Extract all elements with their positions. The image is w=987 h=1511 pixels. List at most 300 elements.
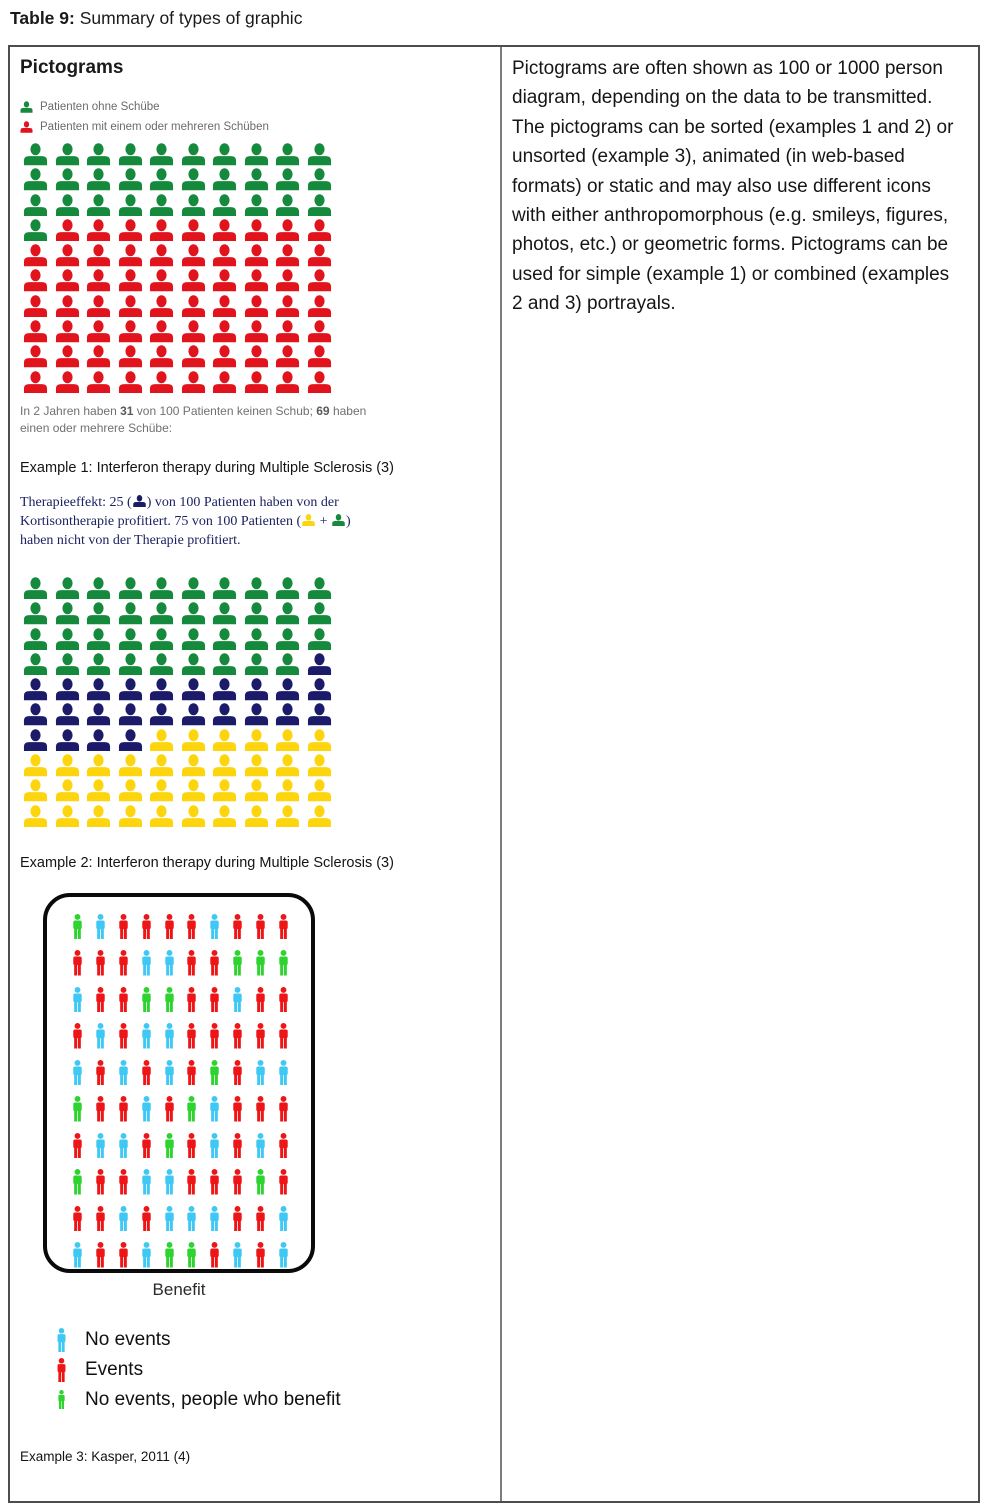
person-icon bbox=[203, 987, 226, 1024]
person-icon bbox=[86, 219, 118, 244]
person-icon bbox=[181, 729, 213, 754]
person-icon bbox=[307, 602, 339, 627]
person-icon bbox=[181, 219, 213, 244]
person-icon bbox=[181, 168, 213, 193]
description-cell bbox=[502, 47, 978, 1501]
pictogram-grid-2 bbox=[20, 577, 490, 830]
person-icon bbox=[244, 703, 276, 728]
person-icon bbox=[89, 950, 112, 987]
person-icon bbox=[149, 779, 181, 804]
person-icon bbox=[149, 577, 181, 602]
person-icon bbox=[158, 1023, 181, 1060]
pictogram-row bbox=[23, 269, 490, 294]
person-icon bbox=[23, 194, 55, 219]
person-icon bbox=[212, 219, 244, 244]
legend-item bbox=[50, 1325, 490, 1355]
person-icon bbox=[135, 987, 158, 1024]
person-icon bbox=[86, 345, 118, 370]
person-icon bbox=[275, 295, 307, 320]
person-icon bbox=[181, 779, 213, 804]
pictogram-row bbox=[23, 754, 490, 779]
person-icon bbox=[112, 1096, 135, 1133]
person-icon bbox=[55, 703, 87, 728]
person-icon bbox=[180, 1023, 203, 1060]
person-icon bbox=[249, 1169, 272, 1206]
person-icon bbox=[181, 320, 213, 345]
person-icon bbox=[212, 703, 244, 728]
person-icon bbox=[89, 1023, 112, 1060]
pictograms-heading: Pictograms bbox=[20, 57, 124, 78]
person-icon bbox=[244, 219, 276, 244]
person-icon bbox=[249, 987, 272, 1024]
person-icon bbox=[118, 371, 150, 396]
person-icon bbox=[212, 805, 244, 830]
person-icon bbox=[307, 194, 339, 219]
caption-text: In 2 Jahren haben bbox=[20, 403, 121, 418]
person-icon bbox=[23, 295, 55, 320]
person-icon bbox=[244, 729, 276, 754]
person-icon bbox=[181, 628, 213, 653]
person-icon bbox=[180, 950, 203, 987]
person-icon bbox=[226, 1133, 249, 1170]
person-icon bbox=[275, 754, 307, 779]
person-icon bbox=[89, 1206, 112, 1243]
person-icon bbox=[89, 1060, 112, 1097]
person-icon bbox=[86, 143, 118, 168]
person-icon bbox=[158, 1060, 181, 1097]
person-standing-icon bbox=[50, 1390, 72, 1409]
legend-item bbox=[20, 97, 490, 117]
person-icon bbox=[66, 1096, 89, 1133]
pictogram-row bbox=[23, 345, 490, 370]
person-icon bbox=[226, 950, 249, 987]
pictogram-grid-3 bbox=[66, 914, 311, 1273]
legend-label: No events bbox=[85, 1328, 171, 1350]
person-bust-icon bbox=[132, 495, 147, 513]
person-icon bbox=[23, 754, 55, 779]
person-icon bbox=[181, 805, 213, 830]
person-icon bbox=[307, 371, 339, 396]
person-icon bbox=[181, 703, 213, 728]
person-icon bbox=[249, 1242, 272, 1273]
person-icon bbox=[112, 1242, 135, 1273]
person-standing-icon bbox=[50, 1328, 72, 1352]
person-icon bbox=[244, 779, 276, 804]
person-icon bbox=[307, 628, 339, 653]
caption-text: haben bbox=[329, 403, 367, 418]
person-icon bbox=[212, 577, 244, 602]
person-icon bbox=[203, 1060, 226, 1097]
person-icon bbox=[135, 1169, 158, 1206]
person-icon bbox=[23, 345, 55, 370]
person-icon bbox=[212, 244, 244, 269]
pictogram-row bbox=[23, 295, 490, 320]
person-icon bbox=[118, 678, 150, 703]
person-icon bbox=[23, 602, 55, 627]
person-icon bbox=[275, 703, 307, 728]
person-icon bbox=[55, 320, 87, 345]
person-icon bbox=[135, 1060, 158, 1097]
person-bust-icon bbox=[20, 121, 33, 133]
person-icon bbox=[55, 269, 87, 294]
person-icon bbox=[226, 1242, 249, 1273]
person-icon bbox=[55, 219, 87, 244]
person-icon bbox=[244, 295, 276, 320]
person-icon bbox=[66, 950, 89, 987]
person-icon bbox=[212, 269, 244, 294]
person-icon bbox=[89, 1242, 112, 1273]
pictogram1-caption bbox=[20, 403, 490, 437]
person-icon bbox=[86, 194, 118, 219]
person-icon bbox=[112, 1060, 135, 1097]
person-icon bbox=[89, 1133, 112, 1170]
person-icon bbox=[55, 371, 87, 396]
person-icon bbox=[135, 1096, 158, 1133]
person-icon bbox=[86, 320, 118, 345]
person-icon bbox=[66, 1206, 89, 1243]
person-icon bbox=[212, 371, 244, 396]
pictogram-row bbox=[66, 987, 311, 1024]
pictogram-row bbox=[23, 653, 490, 678]
person-icon bbox=[118, 628, 150, 653]
person-icon bbox=[23, 143, 55, 168]
person-icon bbox=[275, 168, 307, 193]
person-icon bbox=[118, 703, 150, 728]
person-icon bbox=[135, 914, 158, 951]
person-icon bbox=[158, 1206, 181, 1243]
person-icon bbox=[275, 269, 307, 294]
person-icon bbox=[158, 1169, 181, 1206]
person-icon bbox=[212, 779, 244, 804]
pictogram-row bbox=[66, 1133, 311, 1170]
example3-caption: Example 3: Kasper, 2011 (4) bbox=[20, 1448, 191, 1464]
person-icon bbox=[203, 1242, 226, 1273]
person-icon bbox=[249, 1060, 272, 1097]
pictogram-grid-1 bbox=[20, 143, 490, 396]
person-icon bbox=[307, 244, 339, 269]
pictogram-row bbox=[23, 244, 490, 269]
person-icon bbox=[86, 703, 118, 728]
table-number-label: Table 9: bbox=[10, 8, 75, 28]
person-icon bbox=[180, 1133, 203, 1170]
person-icon bbox=[55, 678, 87, 703]
person-icon bbox=[275, 345, 307, 370]
person-icon bbox=[203, 950, 226, 987]
person-standing-icon bbox=[50, 1358, 72, 1382]
person-icon bbox=[118, 295, 150, 320]
person-icon bbox=[180, 1096, 203, 1133]
person-icon bbox=[307, 295, 339, 320]
person-icon bbox=[212, 754, 244, 779]
person-icon bbox=[149, 703, 181, 728]
pictogram-row bbox=[66, 1060, 311, 1097]
person-icon bbox=[23, 779, 55, 804]
person-icon bbox=[244, 805, 276, 830]
person-icon bbox=[23, 269, 55, 294]
person-icon bbox=[244, 602, 276, 627]
person-icon bbox=[149, 168, 181, 193]
person-icon bbox=[244, 371, 276, 396]
person-icon bbox=[86, 729, 118, 754]
person-icon bbox=[23, 320, 55, 345]
person-icon bbox=[158, 950, 181, 987]
person-icon bbox=[272, 1206, 295, 1243]
person-icon bbox=[55, 295, 87, 320]
person-icon bbox=[272, 1060, 295, 1097]
person-icon bbox=[180, 1060, 203, 1097]
person-icon bbox=[23, 168, 55, 193]
person-icon bbox=[112, 1023, 135, 1060]
person-icon bbox=[307, 754, 339, 779]
person-icon bbox=[89, 914, 112, 951]
person-icon bbox=[180, 1169, 203, 1206]
person-icon bbox=[158, 1242, 181, 1273]
pictogram-row bbox=[23, 729, 490, 754]
person-icon bbox=[23, 219, 55, 244]
person-icon bbox=[23, 729, 55, 754]
therapy-text: ) von 100 Patienten haben von der Kortisontherapie profitiert. 75 von 100 Patienten ( bbox=[20, 494, 339, 529]
person-icon bbox=[226, 1206, 249, 1243]
pictogram-row bbox=[23, 577, 490, 602]
person-icon bbox=[89, 1169, 112, 1206]
person-icon bbox=[55, 729, 87, 754]
person-icon bbox=[149, 143, 181, 168]
person-icon bbox=[212, 602, 244, 627]
legend-item bbox=[20, 117, 490, 137]
person-icon bbox=[307, 320, 339, 345]
person-icon bbox=[23, 628, 55, 653]
person-icon bbox=[244, 168, 276, 193]
summary-table bbox=[8, 45, 980, 1503]
pictograms-cell bbox=[10, 47, 502, 1501]
pictogram-row bbox=[23, 371, 490, 396]
person-icon bbox=[181, 653, 213, 678]
caption-text: von 100 Patienten keinen Schub; bbox=[133, 403, 317, 418]
therapy-effect-text bbox=[20, 494, 360, 550]
person-icon bbox=[275, 805, 307, 830]
person-icon bbox=[244, 653, 276, 678]
person-icon bbox=[307, 219, 339, 244]
person-icon bbox=[86, 779, 118, 804]
table-title-text: Summary of types of graphic bbox=[74, 8, 303, 28]
person-icon bbox=[55, 779, 87, 804]
person-icon bbox=[181, 577, 213, 602]
person-icon bbox=[89, 987, 112, 1024]
person-icon bbox=[244, 320, 276, 345]
person-icon bbox=[23, 371, 55, 396]
person-icon bbox=[307, 703, 339, 728]
therapy-text: Therapieeffekt: 25 ( bbox=[20, 494, 132, 510]
person-icon bbox=[55, 194, 87, 219]
person-icon bbox=[244, 678, 276, 703]
person-icon bbox=[86, 371, 118, 396]
person-icon bbox=[181, 295, 213, 320]
person-icon bbox=[112, 914, 135, 951]
description-paragraph: Pictograms are often shown as 100 or 1000 person diagram, depending on the data to be transmitted. The pictograms can be sorted (examples 1 and 2) or unsorted (example 3), animated (in web-based formats) or static and may also use different icons with either anthropomorphous (e.g. smileys, figures, photos, etc.) or geometric forms. Pictograms can be used for simple (example 1) or combined (examples 2 and 3) portrayals. bbox=[512, 58, 954, 315]
person-icon bbox=[149, 244, 181, 269]
person-icon bbox=[55, 653, 87, 678]
person-icon bbox=[66, 987, 89, 1024]
person-icon bbox=[181, 602, 213, 627]
person-icon bbox=[181, 143, 213, 168]
person-icon bbox=[135, 1023, 158, 1060]
person-icon bbox=[149, 678, 181, 703]
person-icon bbox=[66, 914, 89, 951]
person-icon bbox=[275, 244, 307, 269]
person-icon bbox=[226, 1169, 249, 1206]
benefit-label: Benefit bbox=[152, 1279, 206, 1299]
person-icon bbox=[86, 653, 118, 678]
person-icon bbox=[149, 729, 181, 754]
person-icon bbox=[135, 1242, 158, 1273]
person-icon bbox=[55, 805, 87, 830]
person-icon bbox=[86, 168, 118, 193]
person-icon bbox=[66, 1242, 89, 1273]
person-icon bbox=[66, 1169, 89, 1206]
person-icon bbox=[158, 1133, 181, 1170]
person-icon bbox=[55, 628, 87, 653]
person-icon bbox=[181, 754, 213, 779]
person-icon bbox=[86, 754, 118, 779]
person-icon bbox=[23, 703, 55, 728]
person-icon bbox=[272, 1133, 295, 1170]
person-icon bbox=[118, 244, 150, 269]
person-icon bbox=[180, 1206, 203, 1243]
person-icon bbox=[203, 1169, 226, 1206]
caption-bold-value: 31 bbox=[120, 403, 134, 418]
person-icon bbox=[180, 1242, 203, 1273]
legend-label: Patienten ohne Schübe bbox=[40, 101, 160, 113]
pictogram-row bbox=[23, 779, 490, 804]
person-icon bbox=[212, 295, 244, 320]
person-icon bbox=[181, 244, 213, 269]
person-icon bbox=[181, 678, 213, 703]
person-icon bbox=[244, 143, 276, 168]
person-icon bbox=[23, 678, 55, 703]
pictogram-row bbox=[23, 168, 490, 193]
pictogram-row bbox=[66, 1206, 311, 1243]
person-icon bbox=[112, 1169, 135, 1206]
pictogram-row bbox=[23, 703, 490, 728]
person-icon bbox=[275, 779, 307, 804]
person-icon bbox=[307, 779, 339, 804]
person-icon bbox=[275, 577, 307, 602]
person-icon bbox=[203, 1206, 226, 1243]
legend-item bbox=[50, 1355, 490, 1385]
person-icon bbox=[272, 987, 295, 1024]
person-icon bbox=[275, 219, 307, 244]
person-icon bbox=[89, 1096, 112, 1133]
person-icon bbox=[86, 602, 118, 627]
person-icon bbox=[307, 168, 339, 193]
person-icon bbox=[66, 1023, 89, 1060]
person-icon bbox=[181, 345, 213, 370]
caption-line: einen oder mehrere Schübe: bbox=[20, 420, 173, 435]
person-icon bbox=[180, 987, 203, 1024]
person-icon bbox=[55, 754, 87, 779]
person-icon bbox=[112, 950, 135, 987]
person-icon bbox=[244, 244, 276, 269]
person-icon bbox=[249, 1096, 272, 1133]
person-icon bbox=[181, 269, 213, 294]
pictogram-row bbox=[66, 1023, 311, 1060]
person-icon bbox=[226, 914, 249, 951]
person-icon bbox=[149, 194, 181, 219]
person-icon bbox=[275, 729, 307, 754]
person-icon bbox=[23, 805, 55, 830]
person-icon bbox=[272, 1242, 295, 1273]
legend-label: Events bbox=[85, 1358, 144, 1380]
pictogram-row bbox=[66, 1096, 311, 1133]
pictogram-row bbox=[23, 143, 490, 168]
person-icon bbox=[118, 754, 150, 779]
person-icon bbox=[203, 1023, 226, 1060]
person-icon bbox=[212, 729, 244, 754]
person-icon bbox=[118, 269, 150, 294]
person-icon bbox=[149, 269, 181, 294]
pictogram-row bbox=[66, 1169, 311, 1206]
person-icon bbox=[212, 345, 244, 370]
person-icon bbox=[118, 168, 150, 193]
person-icon bbox=[244, 628, 276, 653]
person-icon bbox=[307, 345, 339, 370]
person-icon bbox=[86, 628, 118, 653]
pictogram-row bbox=[66, 1242, 311, 1273]
person-icon bbox=[23, 653, 55, 678]
person-icon bbox=[55, 168, 87, 193]
person-icon bbox=[275, 194, 307, 219]
pictogram-row bbox=[66, 950, 311, 987]
person-icon bbox=[158, 987, 181, 1024]
person-icon bbox=[149, 805, 181, 830]
person-icon bbox=[135, 950, 158, 987]
person-icon bbox=[249, 1133, 272, 1170]
person-icon bbox=[149, 602, 181, 627]
person-icon bbox=[275, 602, 307, 627]
person-icon bbox=[112, 1133, 135, 1170]
person-icon bbox=[86, 577, 118, 602]
therapy-text: ) haben nicht von der Therapie profitiert. bbox=[20, 513, 351, 548]
person-icon bbox=[149, 371, 181, 396]
person-icon bbox=[180, 914, 203, 951]
person-icon bbox=[149, 295, 181, 320]
person-icon bbox=[203, 1096, 226, 1133]
person-icon bbox=[307, 805, 339, 830]
person-icon bbox=[112, 987, 135, 1024]
person-icon bbox=[244, 345, 276, 370]
pictogram3-frame bbox=[43, 893, 315, 1273]
person-icon bbox=[203, 914, 226, 951]
person-icon bbox=[272, 1169, 295, 1206]
person-icon bbox=[135, 1133, 158, 1170]
pictogram-row bbox=[23, 602, 490, 627]
person-icon bbox=[249, 950, 272, 987]
person-bust-icon bbox=[301, 514, 316, 532]
person-icon bbox=[55, 143, 87, 168]
person-icon bbox=[149, 754, 181, 779]
pictogram3-legend bbox=[50, 1325, 490, 1415]
therapy-text: + bbox=[316, 513, 332, 529]
person-icon bbox=[55, 602, 87, 627]
person-icon bbox=[244, 577, 276, 602]
person-icon bbox=[275, 628, 307, 653]
person-icon bbox=[275, 678, 307, 703]
person-icon bbox=[226, 1060, 249, 1097]
person-icon bbox=[307, 729, 339, 754]
person-icon bbox=[23, 577, 55, 602]
person-icon bbox=[307, 653, 339, 678]
person-icon bbox=[275, 143, 307, 168]
